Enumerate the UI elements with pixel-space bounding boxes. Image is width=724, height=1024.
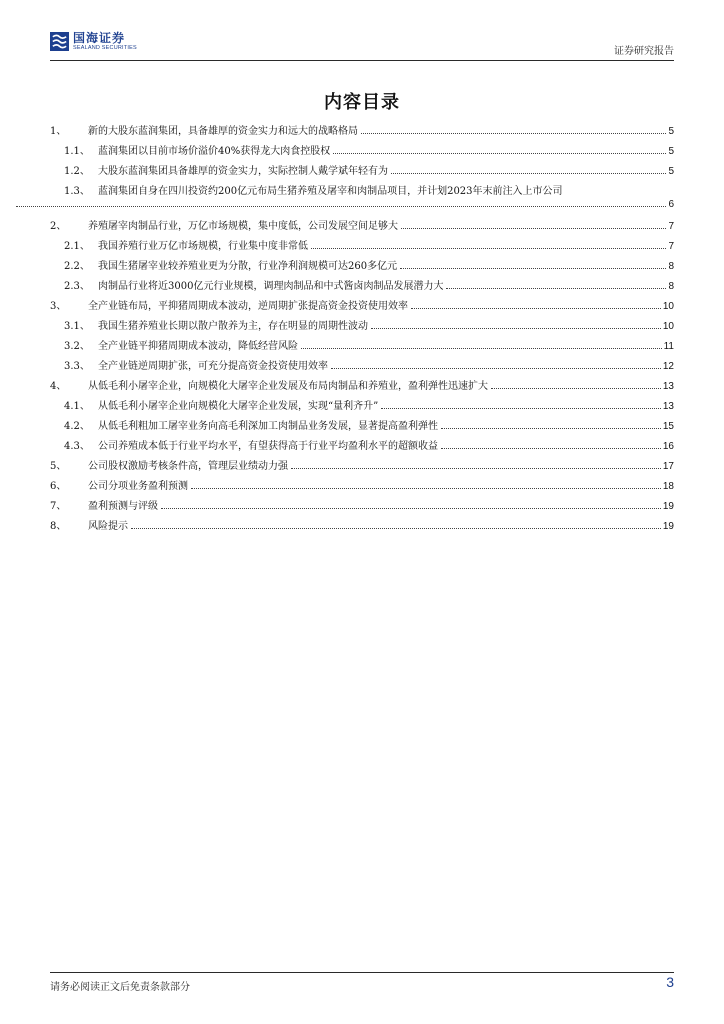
- toc-leader: [291, 468, 661, 469]
- toc-number: 4.3、: [64, 441, 90, 452]
- toc-text: 公司分项业务盈利预测: [88, 481, 188, 492]
- toc-page: 11: [663, 341, 674, 352]
- toc-number: 4.2、: [64, 421, 90, 432]
- toc-page: 15: [662, 421, 674, 432]
- toc-entry-4-1[interactable]: [50, 397, 674, 417]
- toc-page: 5: [668, 126, 674, 137]
- toc-page: 5: [668, 166, 674, 177]
- toc-entry-4-2[interactable]: [50, 417, 674, 437]
- toc-number: 1.2、: [64, 166, 90, 177]
- toc-leader: [381, 408, 661, 409]
- toc-number: 6、: [50, 481, 67, 492]
- toc-number: 5、: [50, 461, 67, 472]
- toc-text: 全产业链布局，平抑猪周期成本波动，逆周期扩张提高资金投资使用效率: [88, 301, 408, 312]
- sealand-logo-icon: [50, 32, 69, 51]
- toc-text: 公司股权激励考核条件高，管理层业绩动力强: [88, 461, 288, 472]
- toc-page: 12: [662, 361, 674, 372]
- toc-entry-3-3[interactable]: [50, 357, 674, 377]
- toc-number: 2.1、: [64, 241, 90, 252]
- toc-number: 2.2、: [64, 261, 90, 272]
- header-divider: [50, 60, 674, 61]
- toc-entry-3[interactable]: [50, 297, 674, 317]
- toc-number: 2、: [50, 221, 67, 232]
- toc-page: 13: [662, 401, 674, 412]
- toc-text: 风险提示: [88, 521, 128, 532]
- toc-leader: [411, 308, 661, 309]
- toc-leader: [361, 133, 666, 134]
- toc-page: 5: [668, 146, 674, 157]
- toc-entry-4-3[interactable]: [50, 437, 674, 457]
- toc-number: 3.1、: [64, 321, 90, 332]
- toc-text: 新的大股东蓝润集团，具备雄厚的资金实力和远大的战略格局: [88, 126, 358, 137]
- toc-text: 从低毛利小屠宰企业向规模化大屠宰企业发展，实现“量利齐升”: [98, 401, 379, 412]
- page-header: [50, 32, 674, 56]
- toc-leader: [301, 348, 662, 349]
- toc-page: 18: [662, 481, 674, 492]
- page-number: 3: [666, 974, 674, 990]
- toc-number: 7、: [50, 501, 67, 512]
- toc-number: 8、: [50, 521, 67, 532]
- toc-entry-6[interactable]: [50, 477, 674, 497]
- footer-disclaimer: 请务必阅读正文后免责条款部分: [50, 982, 190, 993]
- toc-number: 1.3、: [64, 186, 90, 197]
- logo-english-name: SEALAND SECURITIES: [73, 45, 137, 51]
- toc-page: 10: [662, 301, 674, 312]
- toc-entry-2-1[interactable]: [50, 237, 674, 257]
- toc-text: 蓝润集团以目前市场价溢价40%获得龙大肉食控股权: [98, 146, 331, 157]
- toc-entry-7[interactable]: [50, 497, 674, 517]
- toc-entry-3-2[interactable]: [50, 337, 674, 357]
- toc-leader: [446, 288, 666, 289]
- toc-page: 7: [668, 241, 674, 252]
- toc-leader: [131, 528, 661, 529]
- toc-leader: [400, 268, 666, 269]
- logo-chinese-name: 国海证券: [73, 31, 126, 45]
- toc-entry-1[interactable]: [50, 122, 674, 142]
- toc-leader: [333, 153, 666, 154]
- toc-number: 3.2、: [64, 341, 90, 352]
- toc-number: 2.3、: [64, 281, 90, 292]
- toc-leader: [401, 228, 666, 229]
- toc-leader: [16, 206, 666, 207]
- toc-page: 8: [668, 261, 674, 272]
- page-title: 内容目录: [324, 92, 400, 113]
- toc-number: 1、: [50, 126, 67, 137]
- toc-page: 19: [662, 521, 674, 532]
- toc-number: 4、: [50, 381, 67, 392]
- toc-page: 13: [662, 381, 674, 392]
- toc-number: 4.1、: [64, 401, 90, 412]
- toc-page: 8: [668, 281, 674, 292]
- company-logo: [50, 32, 137, 52]
- toc-entry-3-1[interactable]: [50, 317, 674, 337]
- toc-leader: [161, 508, 661, 509]
- toc-text: 盈利预测与评级: [88, 501, 158, 512]
- toc-leader: [311, 248, 666, 249]
- toc-text: 养殖屠宰肉制品行业，万亿市场规模，集中度低，公司发展空间足够大: [88, 221, 398, 232]
- toc-page: 17: [662, 461, 674, 472]
- toc-text: 全产业链逆周期扩张，可充分提高资金投资使用效率: [98, 361, 328, 372]
- toc-text: 蓝润集团自身在四川投资约200亿元布局生猪养殖及屠宰和肉制品项目，并计划2023年末前注入上市公司: [98, 186, 563, 197]
- toc-text: 我国生猪屠宰业较养殖业更为分散，行业净利润规模可达260多亿元: [98, 261, 398, 272]
- toc-entry-2[interactable]: [50, 217, 674, 237]
- toc-text: 从低毛利小屠宰企业，向规模化大屠宰企业发展及布局肉制品和养殖业，盈利弹性迅速扩大: [88, 381, 488, 392]
- toc-page: 6: [668, 199, 674, 210]
- toc-number: 3.3、: [64, 361, 90, 372]
- toc-text: 公司养殖成本低于行业平均水平，有望获得高于行业平均盈利水平的超额收益: [98, 441, 438, 452]
- toc-leader: [391, 173, 666, 174]
- toc-entry-4[interactable]: [50, 377, 674, 397]
- toc-entry-1-1[interactable]: [50, 142, 674, 162]
- toc-text: 肉制品行业将近3000亿元行业规模，调理肉制品和中式酱卤肉制品发展潜力大: [98, 281, 444, 292]
- toc-entry-2-3[interactable]: [50, 277, 674, 297]
- toc-entry-1-2[interactable]: [50, 162, 674, 182]
- toc-page: 16: [662, 441, 674, 452]
- toc-text: 大股东蓝润集团具备雄厚的资金实力，实际控制人戴学斌年轻有为: [98, 166, 388, 177]
- toc-number: 1.1、: [64, 146, 90, 157]
- toc-entry-1-3[interactable]: [50, 182, 674, 217]
- toc-entry-5[interactable]: [50, 457, 674, 477]
- toc-text: 从低毛利粗加工屠宰业务向高毛利深加工肉制品业务发展，显著提高盈利弹性: [98, 421, 438, 432]
- toc-page: 7: [668, 221, 674, 232]
- toc-number: 3、: [50, 301, 67, 312]
- toc-text: 我国养殖行业万亿市场规模，行业集中度非常低: [98, 241, 308, 252]
- toc-text: 我国生猪养殖业长期以散户散养为主，存在明显的周期性波动: [98, 321, 368, 332]
- toc-leader: [191, 488, 661, 489]
- table-of-contents: [50, 122, 674, 537]
- toc-leader: [371, 328, 661, 329]
- report-type: 证券研究报告: [614, 46, 674, 57]
- toc-leader: [441, 428, 661, 429]
- toc-entry-2-2[interactable]: [50, 257, 674, 277]
- toc-leader: [441, 448, 661, 449]
- toc-leader: [331, 368, 661, 369]
- toc-text: 全产业链平抑猪周期成本波动，降低经营风险: [98, 341, 298, 352]
- footer-divider: [50, 972, 674, 973]
- toc-page: 19: [662, 501, 674, 512]
- toc-leader: [491, 388, 661, 389]
- toc-entry-8[interactable]: [50, 517, 674, 537]
- toc-page: 10: [662, 321, 674, 332]
